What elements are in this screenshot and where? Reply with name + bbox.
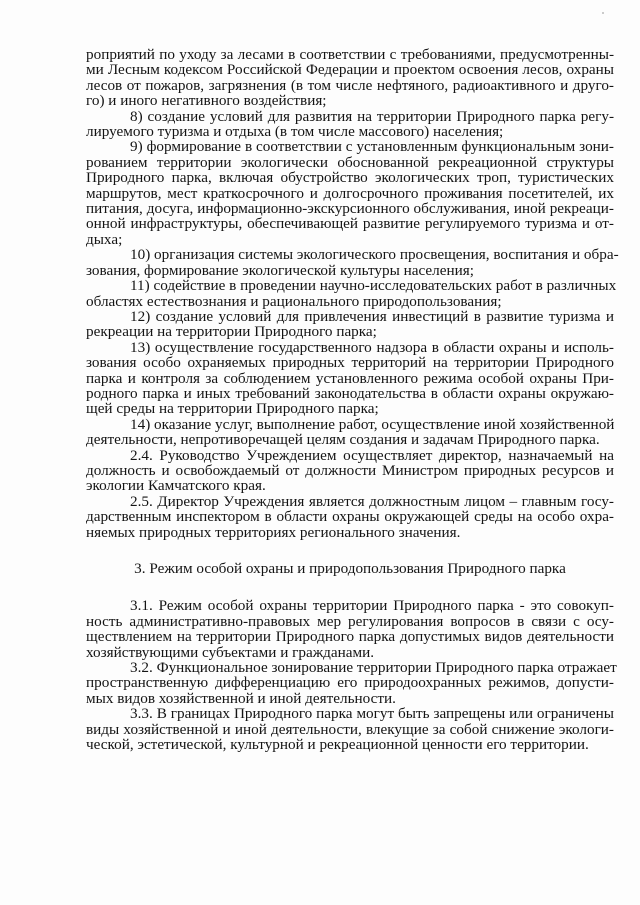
text-line: Природного парка, включая обустройство экологических троп, туристических — [86, 169, 614, 187]
paragraph — [86, 277, 617, 310]
paragraph — [86, 246, 619, 279]
paragraph — [86, 139, 614, 247]
text-line: 3.2. Функциональное зонирование территории Природного парка отражает — [130, 659, 617, 677]
text-line: 12) создание условий для привлечения инвестиций в развитие туризма и — [130, 307, 614, 325]
text-line: ми Лесным кодексом Российской Федерации и проектом освоения лесов, охраны — [86, 61, 614, 79]
text-line: должность и освобождаемый от должности Министром природных ресурсов и — [86, 461, 614, 479]
document-body — [86, 46, 619, 754]
paragraph — [86, 598, 614, 660]
text-line: 14) оказание услуг, выполнение работ, осуществление иной хозяйственной — [130, 415, 615, 433]
text-line: питания, досуга, информационно-экскурсионного обслуживания, иной рекреаци- — [86, 200, 614, 218]
paragraph — [86, 706, 614, 752]
text-line: родного парка и иных требований законодательства в области охраны окружаю- — [86, 384, 614, 402]
paragraph — [86, 109, 614, 140]
paragraph — [86, 659, 617, 707]
scan-speck — [602, 12, 604, 14]
text-line: 8) создание условий для развития на территории Природного парка регу- — [130, 107, 614, 125]
text-line: онной инфраструктуры, обеспечивающей развитие регулируемого туризма и от- — [86, 215, 614, 233]
section-heading: 3. Режим особой охраны и природопользования Природного парка — [134, 560, 566, 577]
text-line: го) и иного негативного воздействия; — [86, 92, 327, 110]
text-line: лесов от пожаров, загрязнения (в том числе нефтяного, радиоактивного и друго- — [86, 76, 614, 94]
text-line: экологии Камчатского края. — [86, 477, 266, 495]
text-line: пространственную дифференциацию его природоохранных режимов, допусти- — [86, 674, 614, 692]
paragraph — [86, 309, 614, 340]
text-line: роприятий по уходу за лесами в соответствии с требованиями, предусмотренны- — [86, 46, 614, 63]
text-line: ность административно-правовых мер регулирования вопросов в связи с осу- — [86, 612, 614, 630]
paragraph — [86, 340, 614, 417]
text-line: дарственным инспектором в области охраны окружающей среды на особо охра- — [86, 508, 614, 526]
text-line: хозяйствующими субъектами и гражданами. — [86, 643, 375, 661]
text-line: 10) организация системы экологического просвещения, воспитания и обра- — [130, 246, 619, 264]
text-line: деятельности, непротиворечащей целям создания и задачам Природного парка. — [86, 431, 600, 449]
section-3-body — [86, 597, 617, 754]
text-line: виды хозяйственной и иной деятельности, влекущие за собой снижение экологи- — [86, 720, 614, 738]
text-line: 2.4. Руководство Учреждением осуществляет директор, назначаемый на — [130, 446, 614, 464]
text-line: зования особо охраняемых природных территорий на территории Природного — [86, 354, 614, 372]
text-line: зования, формирование экологической культуры населения; — [86, 261, 474, 279]
text-line: областях естествознания и рационального природопользования; — [86, 292, 502, 310]
text-line: 13) осуществление государственного надзора в области охраны и исполь- — [130, 338, 614, 356]
section-2-continuation — [86, 46, 619, 541]
text-line: 3.1. Режим особой охраны территории Природного парка - это совокуп- — [130, 597, 614, 615]
text-line: 2.5. Директор Учреждения является должностным лицом – главным госу- — [130, 492, 614, 510]
text-line: няемых природных территориях регионального значения. — [86, 523, 461, 541]
text-line: 11) содействие в проведении научно-исследовательских работ в различных — [130, 277, 617, 295]
paragraph — [86, 494, 614, 540]
paragraph — [86, 448, 614, 494]
text-line: 3.3. В границах Природного парка могут быть запрещены или ограничены — [130, 705, 614, 723]
text-line: парка и контроля за соблюдением установленного режима особой охраны При- — [86, 369, 614, 387]
text-line: ществлением на территории Природного парка допустимых видов деятельности — [86, 628, 614, 646]
paragraph — [86, 47, 614, 109]
text-line: рованием территории экологически обоснованной рекреационной структуры — [86, 153, 614, 171]
text-line: дыха; — [86, 230, 123, 248]
paragraph — [86, 417, 614, 448]
text-line: щей среды на территории Природного парка; — [86, 400, 379, 418]
text-line: маршрутов, мест краткосрочного и долгосрочного проживания посетителей, их — [86, 184, 614, 202]
text-line: рекреации на территории Природного парка; — [86, 323, 377, 341]
text-line: 9) формирование в соответствии с установленным функциональным зони- — [130, 138, 614, 156]
text-line: лируемого туризма и отдыха (в том числе массового) населения; — [86, 123, 504, 141]
text-line: мых видов хозяйственной и иной деятельности. — [86, 689, 396, 707]
text-line: ческой, эстетической, культурной и рекреационной ценности его территории. — [86, 736, 589, 754]
